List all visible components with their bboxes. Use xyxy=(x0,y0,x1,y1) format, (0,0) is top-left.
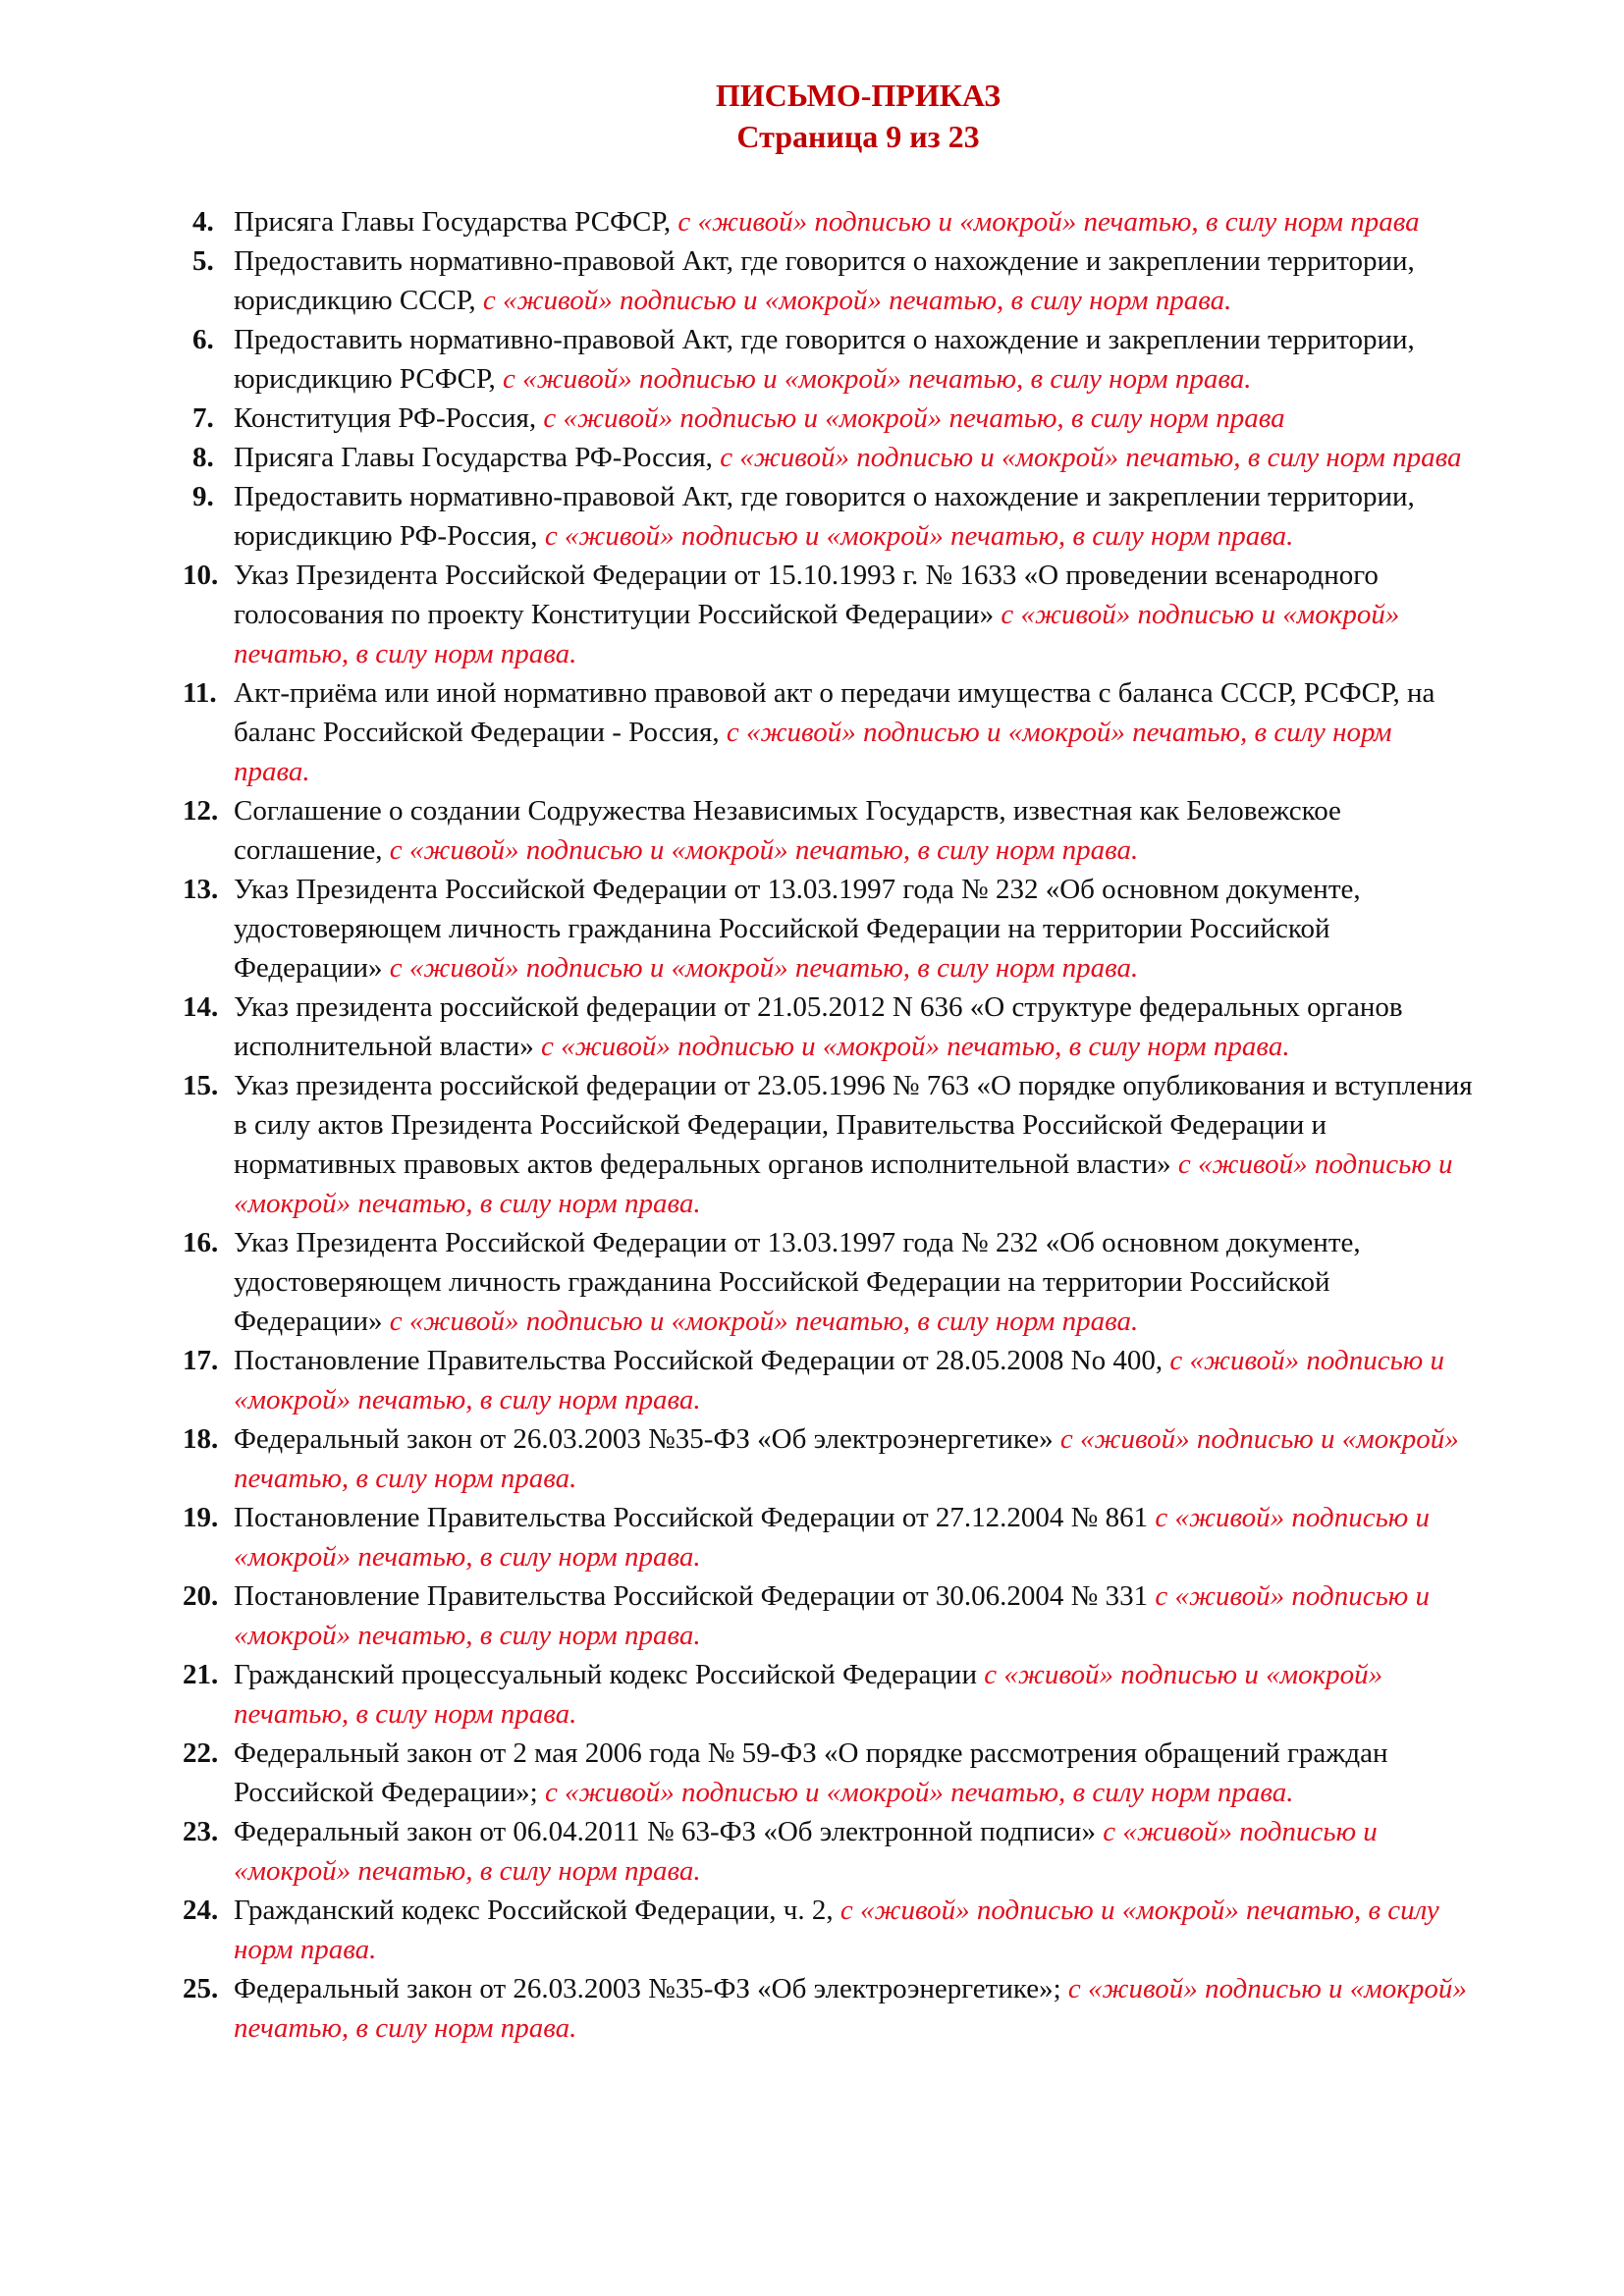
document-header xyxy=(183,0,1534,157)
item-text: Присяга Главы Государства РСФСР, xyxy=(234,206,678,238)
list-item xyxy=(183,1498,1475,1576)
page-title: ПИСЬМО-ПРИКАЗ xyxy=(715,78,1001,113)
list-item xyxy=(183,1576,1475,1655)
item-annotation: с «живой» подписью и «мокрой» печатью, в силу норм права. xyxy=(234,1895,1439,1965)
list-item xyxy=(183,477,1475,556)
list-item xyxy=(183,438,1475,477)
item-annotation: с «живой» подписью и «мокрой» печатью, в силу норм права. xyxy=(234,1148,1453,1219)
item-text: Указ президента российской федерации от 21.05.2012 N 636 «О структуре федеральных органов исполнительной власти» xyxy=(234,991,1403,1062)
list-item xyxy=(183,1812,1475,1891)
page-subtitle: Страница 9 из 23 xyxy=(736,119,980,154)
item-number: 9. xyxy=(192,481,214,512)
item-number: 4. xyxy=(192,206,214,238)
item-text: Федеральный закон от 06.04.2011 № 63-ФЗ «Об электронной подписи» xyxy=(234,1816,1104,1847)
item-number: 21. xyxy=(183,1659,219,1690)
item-text: Указ Президента Российской Федерации от 15.10.1993 г. № 1633 «О проведении всенародного голосования по проекту Конституции Российской Федерации» xyxy=(234,560,1379,630)
list-item xyxy=(183,1734,1475,1812)
item-number: 6. xyxy=(192,324,214,355)
item-text: Федеральный закон от 2 мая 2006 года № 59-ФЗ «О порядке рассмотрения обращений граждан Российской Федерации»; xyxy=(234,1737,1388,1808)
item-text: Присяга Главы Государства РФ-Россия, xyxy=(234,442,721,473)
item-number: 20. xyxy=(183,1580,219,1612)
list-item xyxy=(183,556,1475,673)
list-item xyxy=(183,1341,1475,1419)
item-number: 8. xyxy=(192,442,214,473)
item-annotation: с «живой» подписью и «мокрой» печатью, в силу норм права. xyxy=(389,1306,1139,1337)
item-number: 17. xyxy=(183,1345,219,1376)
item-number: 7. xyxy=(192,402,214,434)
item-text: Постановление Правительства Российской Федерации от 30.06.2004 № 331 xyxy=(234,1580,1156,1612)
item-annotation: с «живой» подписью и «мокрой» печатью, в силу норм права. xyxy=(234,599,1400,669)
item-number: 12. xyxy=(183,795,219,827)
item-annotation: с «живой» подписью и «мокрой» печатью, в силу норм права xyxy=(720,442,1462,473)
list-item xyxy=(183,202,1475,241)
item-text: Федеральный закон от 26.03.2003 №35-ФЗ «Об электроэнергетике» xyxy=(234,1423,1060,1455)
item-text: Гражданский процессуальный кодекс Российской Федерации xyxy=(234,1659,985,1690)
list-item xyxy=(183,673,1475,791)
item-text: Соглашение о создании Содружества Независимых Государств, известная как Беловежское соглашение, xyxy=(234,795,1341,866)
item-number: 13. xyxy=(183,874,219,905)
item-text: Гражданский кодекс Российской Федерации, ч. 2, xyxy=(234,1895,840,1926)
list-item xyxy=(183,1223,1475,1341)
item-annotation: с «живой» подписью и «мокрой» печатью, в силу норм права. xyxy=(544,520,1294,552)
item-annotation: с «живой» подписью и «мокрой» печатью, в силу норм права. xyxy=(544,1777,1294,1808)
list-item xyxy=(183,1066,1475,1223)
item-annotation: с «живой» подписью и «мокрой» печатью, в силу норм права. xyxy=(234,1423,1459,1494)
item-annotation: с «живой» подписью и «мокрой» печатью, в силу норм права. xyxy=(502,363,1252,395)
item-number: 15. xyxy=(183,1070,219,1101)
item-annotation: с «живой» подписью и «мокрой» печатью, в силу норм права. xyxy=(389,952,1139,984)
item-annotation: с «живой» подписью и «мокрой» печатью, в силу норм права. xyxy=(234,1659,1383,1730)
item-annotation: с «живой» подписью и «мокрой» печатью, в силу норм права. xyxy=(482,285,1232,316)
item-text: Конституция РФ-Россия, xyxy=(234,402,544,434)
list-item xyxy=(183,791,1475,870)
item-annotation: с «живой» подписью и «мокрой» печатью, в силу норм права. xyxy=(541,1031,1290,1062)
list-item xyxy=(183,1655,1475,1734)
item-number: 19. xyxy=(183,1502,219,1533)
item-number: 11. xyxy=(183,677,217,709)
item-number: 5. xyxy=(192,245,214,277)
item-number: 14. xyxy=(183,991,219,1023)
list-item xyxy=(183,1891,1475,1969)
item-number: 18. xyxy=(183,1423,219,1455)
item-annotation: с «живой» подписью и «мокрой» печатью, в силу норм права xyxy=(677,206,1420,238)
list-item xyxy=(183,399,1475,438)
item-text: Предоставить нормативно-правовой Акт, где говорится о нахождение и закреплении территории, юрисдикцию РСФСР, xyxy=(234,324,1415,395)
item-annotation: с «живой» подписью и «мокрой» печатью, в силу норм права. xyxy=(234,1345,1444,1415)
item-text: Предоставить нормативно-правовой Акт, где говорится о нахождение и закреплении территории, юрисдикцию РФ-Россия, xyxy=(234,481,1415,552)
item-annotation: с «живой» подписью и «мокрой» печатью, в силу норм права xyxy=(543,402,1285,434)
item-text: Постановление Правительства Российской Федерации от 27.12.2004 № 861 xyxy=(234,1502,1156,1533)
list-item xyxy=(183,870,1475,988)
item-annotation: с «живой» подписью и «мокрой» печатью, в силу норм права. xyxy=(234,1816,1378,1887)
item-text: Акт-приёма или иной нормативно правовой акт о передачи имущества с баланса СССР, РСФСР, на баланс Российской Федерации - Россия, xyxy=(234,677,1435,748)
list-item xyxy=(183,1969,1475,2048)
item-text: Указ президента российской федерации от 23.05.1996 № 763 «О порядке опубликования и вступления в силу актов Президента Российской Федерации, Правительства Российской Федерации и нормативных правовых актов федеральных органов исполнительной власти» xyxy=(234,1070,1473,1180)
item-annotation: с «живой» подписью и «мокрой» печатью, в силу норм права. xyxy=(234,1973,1467,2044)
item-text: Постановление Правительства Российской Федерации от 28.05.2008 No 400, xyxy=(234,1345,1170,1376)
item-annotation: с «живой» подписью и «мокрой» печатью, в силу норм права. xyxy=(389,834,1139,866)
item-text: Указ Президента Российской Федерации от 13.03.1997 года № 232 «Об основном документе, удостоверяющем личность гражданина Российской Федерации на территории Российской Федерации» xyxy=(234,1227,1361,1337)
item-text: Федеральный закон от 26.03.2003 №35-ФЗ «Об электроэнергетике»; xyxy=(234,1973,1068,2004)
list-item xyxy=(183,1419,1475,1498)
item-number: 25. xyxy=(183,1973,219,2004)
item-annotation: с «живой» подписью и «мокрой» печатью, в силу норм права. xyxy=(234,1502,1430,1573)
item-annotation: с «живой» подписью и «мокрой» печатью, в силу норм права. xyxy=(234,1580,1430,1651)
item-annotation: с «живой» подписью и «мокрой» печатью, в силу норм права. xyxy=(234,717,1392,787)
list-item xyxy=(183,241,1475,320)
item-number: 16. xyxy=(183,1227,219,1258)
item-text: Предоставить нормативно-правовой Акт, где говорится о нахождение и закреплении территории, юрисдикцию СССР, xyxy=(234,245,1415,316)
item-number: 22. xyxy=(183,1737,219,1769)
item-text: Указ Президента Российской Федерации от 13.03.1997 года № 232 «Об основном документе, удостоверяющем личность гражданина Российской Федерации на территории Российской Федерации» xyxy=(234,874,1361,984)
item-number: 23. xyxy=(183,1816,219,1847)
list-item xyxy=(183,320,1475,399)
item-number: 24. xyxy=(183,1895,219,1926)
item-number: 10. xyxy=(183,560,219,591)
document-list xyxy=(183,202,1475,2048)
list-item xyxy=(183,988,1475,1066)
